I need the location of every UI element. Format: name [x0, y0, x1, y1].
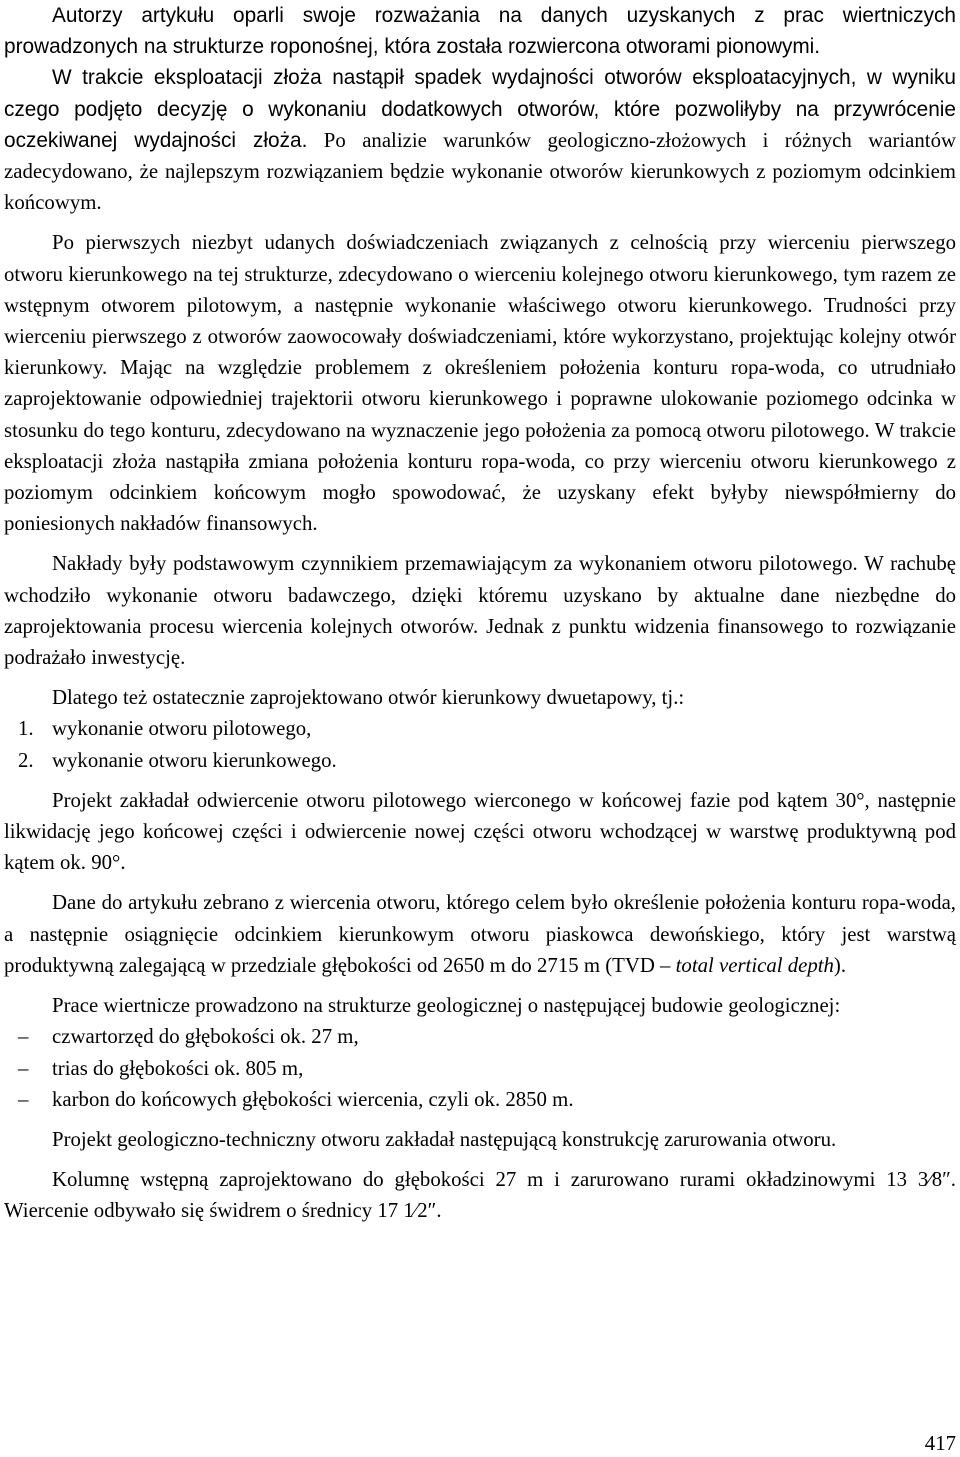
list-marker: 1. — [18, 717, 34, 741]
list-item-text: karbon do końcowych głębokości wiercenia, czyli ok. 2850 m. — [52, 1087, 574, 1111]
list-marker: – — [18, 1087, 29, 1111]
paragraph-costs: Nakłady były podstawowym czynnikiem przemawiającym za wykonaniem otworu pilotowego. W rachubę wchodziło wykonanie otworu badawczego, dzięki któremu uzyskano by aktualne dane niezbędne do zaprojektowania procesu wiercenia kolejnych otworów. Jednak z punktu widzenia finansowego to rozwiązanie podrażało inwestycję. — [4, 552, 956, 670]
paragraph-exploitation-a: W trakcie eksploatacji złoża nastąpił spadek wydajności otworów eksploatacyjnych, w wyniku czego podjęto decyzję o wykonaniu dodatkowych otworów, które pozwoliłyby na przywrócenie oczekiwanej wydajności złoża. — [4, 66, 956, 152]
list-item — [4, 745, 956, 776]
list-item — [4, 1084, 956, 1115]
list-marker: – — [18, 1025, 29, 1049]
paragraph-exploitation-b: Po analizie warunków geologiczno-złożowych i różnych wariantów zadecydowano, że najlepszym rozwiązaniem będzie wykonanie otworów kierunkowych z poziomym odcinkiem końcowym. — [4, 128, 956, 215]
list-item-text: wykonanie otworu pilotowego, — [52, 717, 312, 741]
list-marker: 2. — [18, 748, 34, 772]
paragraph-geology: Prace wiertnicze prowadzono na strukturze geologicznej o następującej budowie geologicznej: — [52, 994, 841, 1018]
paragraph-intro: Autorzy artykułu oparli swoje rozważania na danych uzyskanych z prac wiertniczych prowadzonych na strukturze roponośnej, która została rozwiercona otworami pionowymi. — [4, 4, 956, 59]
list-item — [4, 1021, 956, 1052]
dash-list — [4, 1021, 956, 1115]
paragraph-two-stage: Dlatego też ostatecznie zaprojektowano otwór kierunkowy dwuetapowy, tj.: — [52, 686, 685, 710]
list-item-text: wykonanie otworu kierunkowego. — [52, 748, 337, 772]
paragraph-casing — [4, 1164, 956, 1226]
page-number: 417 — [924, 1432, 956, 1455]
numbered-list — [4, 713, 956, 775]
casing-text-mid: . Wiercenie odbywało się świdrem o średnicy 17 — [4, 1168, 956, 1223]
paragraph-first-experiences: Po pierwszych niezbyt udanych doświadczeniach związanych z celnością przy wierceniu pierwszego otworu kierunkowego na tej strukturze, zdecydowano o wierceniu kolejnego otworu kierunkowego, tym razem ze wstępnym otworem pilotowym, a następnie wykonanie właściwego otworu kierunkowego. Trudności przy wierceniu pierwszego z otworów zaowocowały doświadczeniami, które wykorzystano, projektując kolejny otwór kierunkowy. Mając na względzie problemem z określeniem położenia konturu ropa-woda, co utrudniało zaprojektowanie odpowiedniej trajektorii otworu kierunkowego i poprawne ulokowanie poziomego odcinka w stosunku do tego konturu, zdecydowano na wyznaczenie jego położenia za pomocą otworu pilotowego. W trakcie eksploatacji złoża nastąpiła zmiana położenia konturu ropa-woda, co przy wierceniu otworu kierunkowego z poziomym odcinkiem końcowym mogło spowodować, że uzyskany efekt byłyby niewspółmierny do poniesionych nakładów finansowych. — [4, 231, 956, 536]
casing-text-end: . — [436, 1199, 442, 1223]
data-source-text: Dane do artykułu zebrano z wiercenia otworu, którego celem było określenie położenia konturu ropa-woda, a następnie osiągnięcie odcinkiem kierunkowym otworu piaskowca dewońskiego, który jest warstwą produktywną zalegającą w przedziale głębokości od 2650 m do 2715 m (TVD – — [4, 891, 956, 977]
paragraph-exploitation — [4, 62, 956, 218]
paragraph-construction: Projekt geologiczno-techniczny otworu zakładał następującą konstrukcję zarurowania otworu. — [52, 1127, 837, 1151]
fraction-one-half: 1⁄2″ — [403, 1199, 437, 1223]
list-item-text: czwartorzęd do głębokości ok. 27 m, — [52, 1025, 359, 1049]
casing-text: Kolumnę wstępną zaprojektowano do głębokości 27 m i zarurowano rurami okładzinowymi 13 — [52, 1168, 918, 1192]
list-marker: – — [18, 1056, 29, 1080]
paragraph-data-source — [4, 887, 956, 981]
list-item — [4, 1053, 956, 1084]
tvd-term: total vertical depth — [675, 953, 834, 977]
data-source-end: ). — [833, 953, 847, 977]
paragraph-project: Projekt zakładał odwiercenie otworu pilotowego wierconego w końcowej fazie pod kątem 30°, następnie likwidację jego końcowej części i odwiercenie nowej części otworu wchodzącej w warstwę produktywną pod kątem ok. 90°. — [4, 788, 956, 875]
list-item — [4, 713, 956, 744]
fraction-three-eighths: 3⁄8″ — [917, 1168, 951, 1192]
list-item-text: trias do głębokości ok. 805 m, — [52, 1056, 304, 1080]
